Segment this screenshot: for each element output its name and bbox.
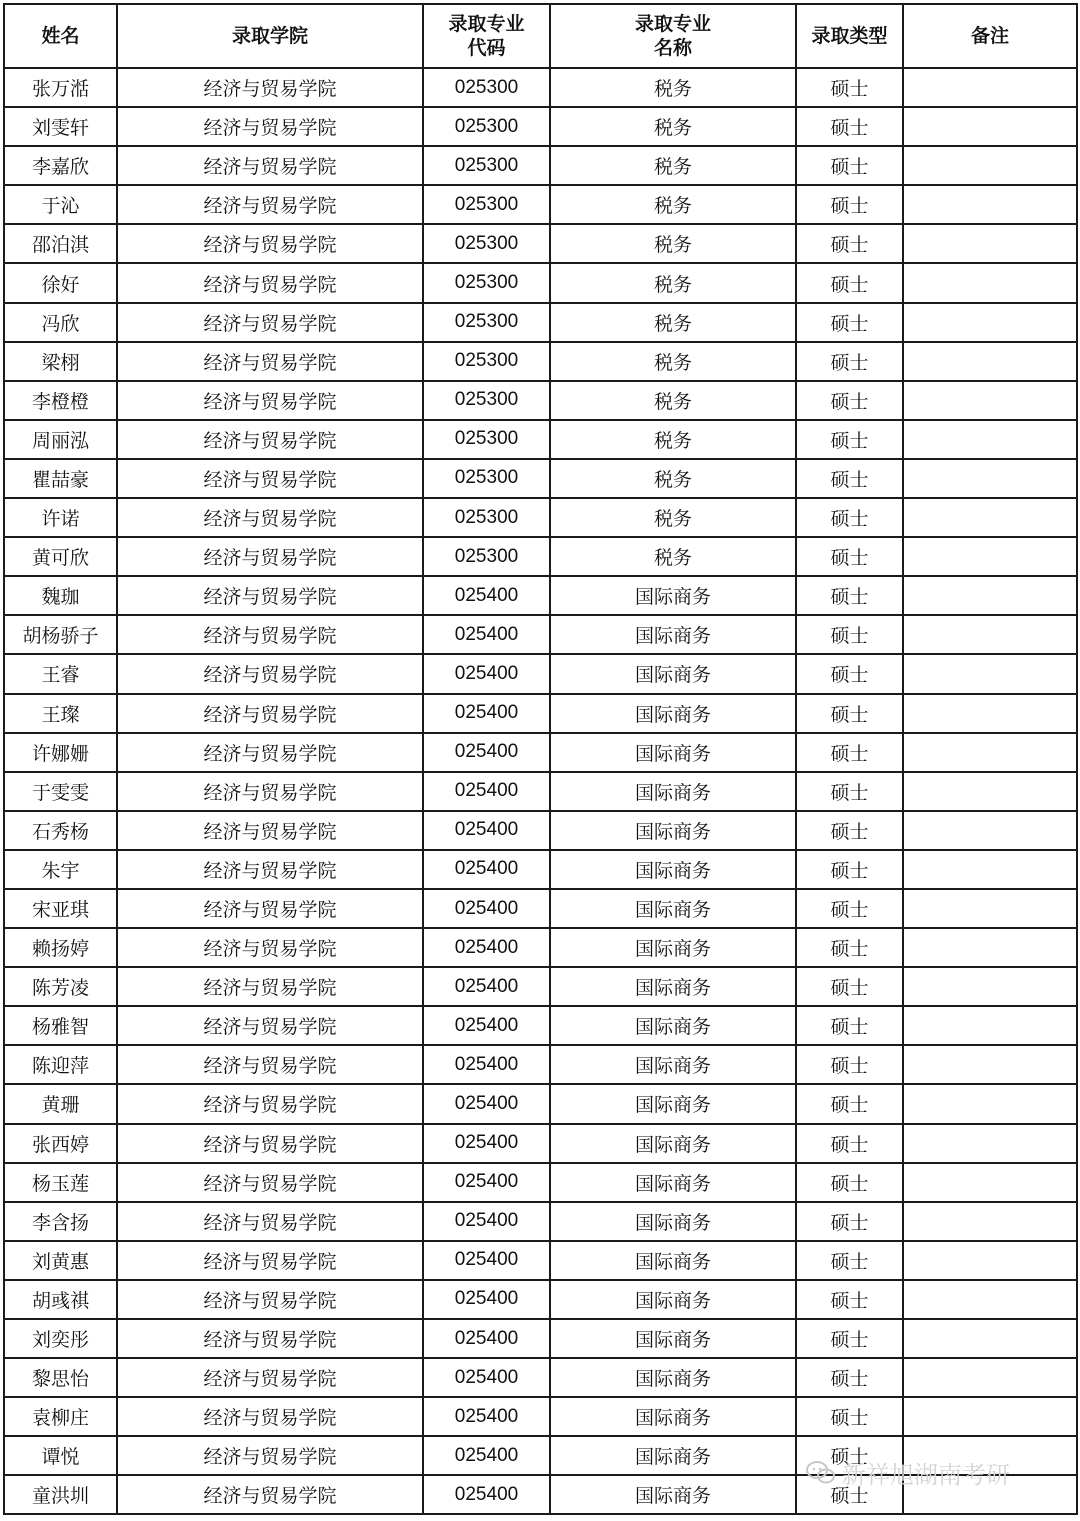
header-college: 录取学院	[117, 4, 423, 68]
cell-code: 025300	[423, 381, 550, 420]
cell-college: 经济与贸易学院	[117, 498, 423, 537]
cell-type: 硕士	[796, 615, 903, 654]
cell-type: 硕士	[796, 850, 903, 889]
cell-major: 国际商务	[550, 1124, 796, 1163]
cell-name: 陈迎萍	[4, 1045, 117, 1084]
cell-type: 硕士	[796, 928, 903, 967]
cell-code: 025300	[423, 68, 550, 107]
cell-name: 袁柳庄	[4, 1397, 117, 1436]
cell-code: 025400	[423, 694, 550, 733]
cell-remark	[903, 654, 1077, 693]
cell-code: 025300	[423, 498, 550, 537]
cell-code: 025400	[423, 733, 550, 772]
cell-type: 硕士	[796, 224, 903, 263]
cell-code: 025400	[423, 772, 550, 811]
cell-code: 025400	[423, 1241, 550, 1280]
table-row	[4, 498, 1077, 537]
table-row	[4, 263, 1077, 302]
cell-major: 税务	[550, 459, 796, 498]
table-row	[4, 1006, 1077, 1045]
cell-remark	[903, 1397, 1077, 1436]
cell-major: 税务	[550, 420, 796, 459]
cell-college: 经济与贸易学院	[117, 928, 423, 967]
table-row	[4, 459, 1077, 498]
cell-type: 硕士	[796, 1319, 903, 1358]
cell-name: 瞿喆豪	[4, 459, 117, 498]
cell-name: 陈芳凌	[4, 967, 117, 1006]
cell-college: 经济与贸易学院	[117, 381, 423, 420]
header-remark: 备注	[903, 4, 1077, 68]
table-row	[4, 68, 1077, 107]
cell-college: 经济与贸易学院	[117, 1045, 423, 1084]
cell-name: 冯欣	[4, 303, 117, 342]
cell-college: 经济与贸易学院	[117, 459, 423, 498]
cell-code: 025400	[423, 1006, 550, 1045]
header-major-name: 录取专业名称	[550, 4, 796, 68]
cell-type: 硕士	[796, 146, 903, 185]
table-row	[4, 733, 1077, 772]
cell-code: 025400	[423, 615, 550, 654]
table-row	[4, 928, 1077, 967]
cell-code: 025400	[423, 1202, 550, 1241]
cell-code: 025400	[423, 1319, 550, 1358]
table-row	[4, 146, 1077, 185]
cell-major: 国际商务	[550, 1319, 796, 1358]
cell-remark	[903, 1163, 1077, 1202]
cell-code: 025400	[423, 576, 550, 615]
cell-major: 国际商务	[550, 1241, 796, 1280]
header-type: 录取类型	[796, 4, 903, 68]
cell-type: 硕士	[796, 1358, 903, 1397]
cell-type: 硕士	[796, 1006, 903, 1045]
cell-college: 经济与贸易学院	[117, 420, 423, 459]
cell-code: 025400	[423, 654, 550, 693]
cell-type: 硕士	[796, 1124, 903, 1163]
cell-name: 刘奕彤	[4, 1319, 117, 1358]
cell-code: 025300	[423, 263, 550, 302]
cell-college: 经济与贸易学院	[117, 811, 423, 850]
cell-college: 经济与贸易学院	[117, 967, 423, 1006]
cell-name: 赖扬婷	[4, 928, 117, 967]
cell-type: 硕士	[796, 537, 903, 576]
cell-name: 童洪圳	[4, 1475, 117, 1514]
table-row	[4, 1084, 1077, 1123]
cell-college: 经济与贸易学院	[117, 694, 423, 733]
cell-name: 许诺	[4, 498, 117, 537]
cell-college: 经济与贸易学院	[117, 1280, 423, 1319]
cell-name: 李含扬	[4, 1202, 117, 1241]
cell-major: 国际商务	[550, 1358, 796, 1397]
cell-code: 025400	[423, 1280, 550, 1319]
cell-remark	[903, 185, 1077, 224]
cell-type: 硕士	[796, 303, 903, 342]
cell-major: 国际商务	[550, 1397, 796, 1436]
cell-code: 025400	[423, 1163, 550, 1202]
cell-major: 国际商务	[550, 889, 796, 928]
cell-type: 硕士	[796, 459, 903, 498]
table-row	[4, 107, 1077, 146]
cell-type: 硕士	[796, 1045, 903, 1084]
cell-name: 杨玉莲	[4, 1163, 117, 1202]
cell-remark	[903, 772, 1077, 811]
cell-college: 经济与贸易学院	[117, 1397, 423, 1436]
cell-name: 黄可欣	[4, 537, 117, 576]
cell-name: 宋亚琪	[4, 889, 117, 928]
cell-name: 石秀杨	[4, 811, 117, 850]
cell-remark	[903, 1124, 1077, 1163]
cell-name: 杨雅智	[4, 1006, 117, 1045]
cell-major: 税务	[550, 224, 796, 263]
table-row	[4, 224, 1077, 263]
admission-table	[3, 3, 1078, 1515]
cell-type: 硕士	[796, 1202, 903, 1241]
cell-college: 经济与贸易学院	[117, 1006, 423, 1045]
cell-code: 025400	[423, 1358, 550, 1397]
cell-major: 税务	[550, 146, 796, 185]
cell-name: 王璨	[4, 694, 117, 733]
table-row	[4, 1202, 1077, 1241]
cell-college: 经济与贸易学院	[117, 537, 423, 576]
cell-type: 硕士	[796, 733, 903, 772]
cell-major: 国际商务	[550, 1084, 796, 1123]
cell-major: 税务	[550, 303, 796, 342]
admission-table-sheet	[3, 3, 1076, 1515]
cell-name: 周丽泓	[4, 420, 117, 459]
cell-code: 025300	[423, 185, 550, 224]
cell-remark	[903, 1241, 1077, 1280]
cell-type: 硕士	[796, 1475, 903, 1514]
cell-remark	[903, 381, 1077, 420]
cell-code: 025300	[423, 107, 550, 146]
cell-remark	[903, 498, 1077, 537]
table-row	[4, 1397, 1077, 1436]
cell-college: 经济与贸易学院	[117, 1241, 423, 1280]
cell-code: 025300	[423, 303, 550, 342]
cell-code: 025400	[423, 889, 550, 928]
cell-remark	[903, 1202, 1077, 1241]
cell-major: 税务	[550, 107, 796, 146]
cell-code: 025300	[423, 420, 550, 459]
cell-college: 经济与贸易学院	[117, 733, 423, 772]
cell-remark	[903, 107, 1077, 146]
cell-name: 刘黄惠	[4, 1241, 117, 1280]
watermark	[806, 1455, 1010, 1490]
cell-code: 025400	[423, 1475, 550, 1514]
table-row	[4, 1124, 1077, 1163]
cell-code: 025400	[423, 1436, 550, 1475]
cell-major: 国际商务	[550, 733, 796, 772]
cell-type: 硕士	[796, 1084, 903, 1123]
cell-college: 经济与贸易学院	[117, 1202, 423, 1241]
cell-college: 经济与贸易学院	[117, 654, 423, 693]
cell-remark	[903, 811, 1077, 850]
cell-major: 国际商务	[550, 772, 796, 811]
cell-name: 王睿	[4, 654, 117, 693]
cell-remark	[903, 1280, 1077, 1319]
cell-college: 经济与贸易学院	[117, 1163, 423, 1202]
table-row	[4, 811, 1077, 850]
cell-college: 经济与贸易学院	[117, 1475, 423, 1514]
cell-name: 黄珊	[4, 1084, 117, 1123]
cell-remark	[903, 146, 1077, 185]
cell-major: 国际商务	[550, 1163, 796, 1202]
cell-type: 硕士	[796, 1436, 903, 1475]
wechat-icon	[806, 1460, 836, 1486]
cell-major: 国际商务	[550, 967, 796, 1006]
cell-major: 国际商务	[550, 615, 796, 654]
cell-type: 硕士	[796, 576, 903, 615]
header-row	[4, 4, 1077, 68]
cell-major: 国际商务	[550, 694, 796, 733]
cell-college: 经济与贸易学院	[117, 303, 423, 342]
cell-remark	[903, 420, 1077, 459]
cell-type: 硕士	[796, 694, 903, 733]
cell-major: 税务	[550, 381, 796, 420]
cell-name: 胡杨骄子	[4, 615, 117, 654]
cell-type: 硕士	[796, 107, 903, 146]
cell-major: 税务	[550, 68, 796, 107]
cell-type: 硕士	[796, 68, 903, 107]
cell-major: 国际商务	[550, 1475, 796, 1514]
cell-name: 李橙橙	[4, 381, 117, 420]
cell-type: 硕士	[796, 889, 903, 928]
cell-college: 经济与贸易学院	[117, 68, 423, 107]
cell-college: 经济与贸易学院	[117, 1358, 423, 1397]
cell-major: 国际商务	[550, 654, 796, 693]
cell-remark	[903, 1045, 1077, 1084]
cell-type: 硕士	[796, 342, 903, 381]
cell-code: 025400	[423, 1045, 550, 1084]
cell-type: 硕士	[796, 420, 903, 459]
cell-name: 李嘉欣	[4, 146, 117, 185]
cell-remark	[903, 967, 1077, 1006]
cell-major: 国际商务	[550, 1202, 796, 1241]
cell-college: 经济与贸易学院	[117, 1084, 423, 1123]
table-row	[4, 967, 1077, 1006]
cell-code: 025400	[423, 1397, 550, 1436]
cell-remark	[903, 694, 1077, 733]
cell-code: 025400	[423, 967, 550, 1006]
cell-college: 经济与贸易学院	[117, 342, 423, 381]
cell-college: 经济与贸易学院	[117, 146, 423, 185]
cell-type: 硕士	[796, 967, 903, 1006]
cell-college: 经济与贸易学院	[117, 889, 423, 928]
cell-type: 硕士	[796, 185, 903, 224]
table-row	[4, 303, 1077, 342]
cell-college: 经济与贸易学院	[117, 185, 423, 224]
cell-major: 国际商务	[550, 576, 796, 615]
cell-code: 025300	[423, 342, 550, 381]
cell-major: 国际商务	[550, 928, 796, 967]
cell-name: 徐好	[4, 263, 117, 302]
table-row	[4, 537, 1077, 576]
cell-major: 税务	[550, 185, 796, 224]
table-row	[4, 850, 1077, 889]
cell-name: 魏珈	[4, 576, 117, 615]
cell-type: 硕士	[796, 654, 903, 693]
cell-name: 梁栩	[4, 342, 117, 381]
cell-major: 税务	[550, 537, 796, 576]
cell-code: 025400	[423, 811, 550, 850]
cell-name: 于沁	[4, 185, 117, 224]
cell-type: 硕士	[796, 1280, 903, 1319]
cell-type: 硕士	[796, 381, 903, 420]
cell-name: 胡彧祺	[4, 1280, 117, 1319]
cell-name: 张万湉	[4, 68, 117, 107]
table-body	[4, 68, 1077, 1514]
table-row	[4, 654, 1077, 693]
table-row	[4, 342, 1077, 381]
cell-major: 国际商务	[550, 1006, 796, 1045]
cell-remark	[903, 68, 1077, 107]
table-row	[4, 381, 1077, 420]
cell-remark	[903, 733, 1077, 772]
table-row	[4, 1163, 1077, 1202]
cell-major: 税务	[550, 263, 796, 302]
cell-major: 国际商务	[550, 1280, 796, 1319]
table-row	[4, 1319, 1077, 1358]
cell-name: 张西婷	[4, 1124, 117, 1163]
cell-name: 朱宇	[4, 850, 117, 889]
cell-type: 硕士	[796, 1163, 903, 1202]
watermark-text: 新祥旭湖南考研	[842, 1461, 1010, 1489]
cell-remark	[903, 1006, 1077, 1045]
cell-remark	[903, 459, 1077, 498]
cell-code: 025300	[423, 224, 550, 263]
table-row	[4, 772, 1077, 811]
cell-code: 025300	[423, 146, 550, 185]
cell-remark	[903, 615, 1077, 654]
cell-remark	[903, 1084, 1077, 1123]
cell-code: 025300	[423, 459, 550, 498]
cell-remark	[903, 537, 1077, 576]
cell-type: 硕士	[796, 1397, 903, 1436]
cell-college: 经济与贸易学院	[117, 850, 423, 889]
cell-type: 硕士	[796, 1241, 903, 1280]
cell-name: 谭悦	[4, 1436, 117, 1475]
cell-college: 经济与贸易学院	[117, 107, 423, 146]
cell-remark	[903, 263, 1077, 302]
cell-remark	[903, 1319, 1077, 1358]
table-row	[4, 889, 1077, 928]
cell-remark	[903, 224, 1077, 263]
cell-code: 025400	[423, 1084, 550, 1123]
cell-remark	[903, 303, 1077, 342]
cell-type: 硕士	[796, 772, 903, 811]
cell-major: 税务	[550, 498, 796, 537]
cell-type: 硕士	[796, 263, 903, 302]
cell-remark	[903, 342, 1077, 381]
cell-remark	[903, 850, 1077, 889]
cell-college: 经济与贸易学院	[117, 1319, 423, 1358]
cell-major: 国际商务	[550, 1045, 796, 1084]
cell-name: 刘雯轩	[4, 107, 117, 146]
cell-college: 经济与贸易学院	[117, 1124, 423, 1163]
cell-code: 025400	[423, 928, 550, 967]
table-row	[4, 1280, 1077, 1319]
cell-name: 许娜姗	[4, 733, 117, 772]
cell-type: 硕士	[796, 498, 903, 537]
cell-code: 025400	[423, 1124, 550, 1163]
table-row	[4, 185, 1077, 224]
cell-college: 经济与贸易学院	[117, 615, 423, 654]
cell-remark	[903, 576, 1077, 615]
cell-college: 经济与贸易学院	[117, 1436, 423, 1475]
header-major-code: 录取专业代码	[423, 4, 550, 68]
cell-code: 025400	[423, 850, 550, 889]
cell-college: 经济与贸易学院	[117, 576, 423, 615]
table-row	[4, 576, 1077, 615]
cell-college: 经济与贸易学院	[117, 263, 423, 302]
cell-college: 经济与贸易学院	[117, 224, 423, 263]
cell-remark	[903, 1358, 1077, 1397]
table-row	[4, 1358, 1077, 1397]
cell-major: 国际商务	[550, 811, 796, 850]
cell-code: 025300	[423, 537, 550, 576]
table-row	[4, 1045, 1077, 1084]
cell-name: 于雯雯	[4, 772, 117, 811]
header-name: 姓名	[4, 4, 117, 68]
table-row	[4, 1241, 1077, 1280]
cell-name: 黎思怡	[4, 1358, 117, 1397]
cell-major: 国际商务	[550, 1436, 796, 1475]
cell-major: 税务	[550, 342, 796, 381]
table-row	[4, 615, 1077, 654]
cell-remark	[903, 889, 1077, 928]
table-row	[4, 420, 1077, 459]
cell-college: 经济与贸易学院	[117, 772, 423, 811]
table-row	[4, 694, 1077, 733]
cell-name: 邵泊淇	[4, 224, 117, 263]
cell-remark	[903, 928, 1077, 967]
cell-type: 硕士	[796, 811, 903, 850]
cell-major: 国际商务	[550, 850, 796, 889]
